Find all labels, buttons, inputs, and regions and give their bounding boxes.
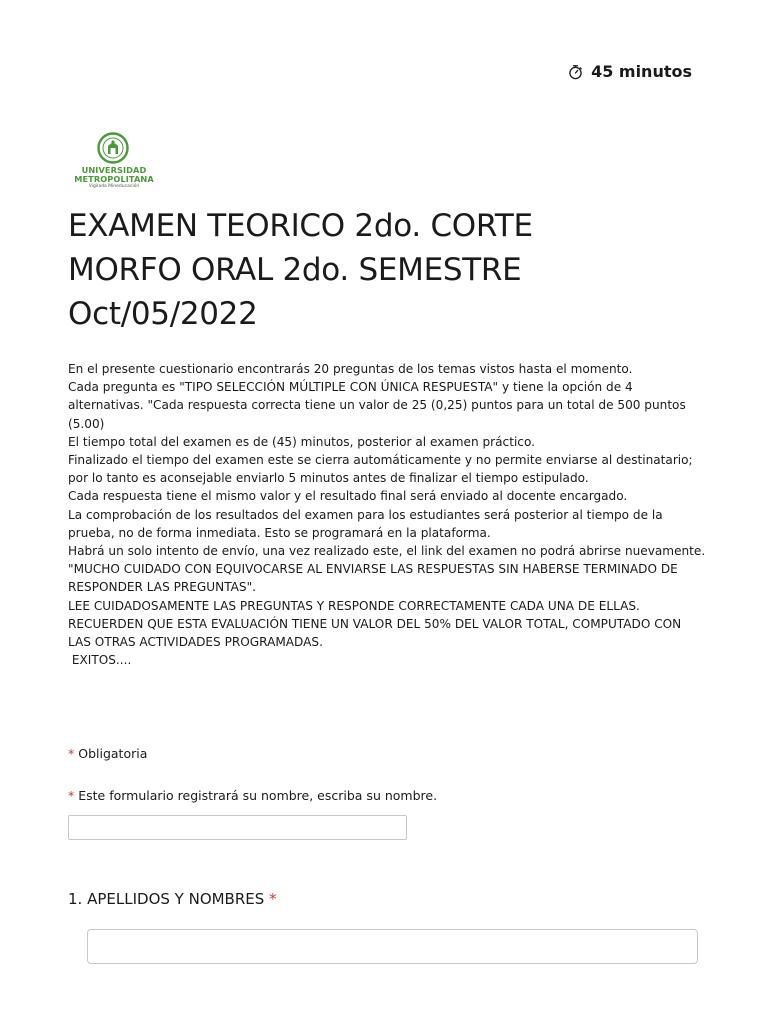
description-line: Finalizado el tiempo del examen este se cierra automáticamente y no permite enviarse al destinatario; — [68, 453, 693, 468]
logo-tagline: Vigilada Mineducación — [88, 184, 140, 189]
description-line: El tiempo total del examen es de (45) minutos, posterior al examen práctico. — [68, 434, 535, 449]
form-title — [68, 204, 708, 336]
description-line: por lo tanto es aconsejable enviarlo 5 minutos antes de finalizar el tiempo estipulado. — [68, 471, 589, 486]
name-notice — [68, 788, 437, 803]
required-asterisk: * — [68, 746, 75, 761]
question-text: APELLIDOS Y NOMBRES — [87, 890, 265, 908]
required-label: Obligatoria — [78, 746, 148, 761]
description-line: Cada pregunta es "TIPO SELECCIÓN MÚLTIPLE CON ÚNICA RESPUESTA" y tiene la opción de 4 — [68, 380, 633, 395]
description-line: Cada respuesta tiene el mismo valor y el resultado final será enviado al docente encargado. — [68, 489, 628, 504]
description-line: Habrá un solo intento de envío, una vez realizado este, el link del examen no podrá abrirse nuevamente. — [68, 544, 706, 559]
description-line: RECUERDEN QUE ESTA EVALUACIÓN TIENE UN VALOR DEL 50% DEL VALOR TOTAL, COMPUTADO CON — [68, 616, 682, 631]
required-asterisk: * — [68, 788, 75, 803]
required-note — [68, 746, 147, 761]
form-title-line: EXAMEN TEORICO 2do. CORTE — [68, 208, 533, 244]
description-line: LAS OTRAS ACTIVIDADES PROGRAMADAS. — [68, 635, 323, 650]
description-line: RESPONDER LAS PREGUNTAS". — [68, 580, 257, 595]
name-notice-text: Este formulario registrará su nombre, escriba su nombre. — [78, 788, 438, 803]
description-line: EXITOS.... — [68, 653, 132, 668]
logo-text-line1: UNIVERSIDAD — [81, 165, 147, 175]
stopwatch-icon — [568, 64, 583, 80]
respondent-name-input[interactable] — [68, 815, 407, 840]
description-line: LEE CUIDADOSAMENTE LAS PREGUNTAS Y RESPONDE CORRECTAMENTE CADA UNA DE ELLAS. — [68, 598, 640, 613]
description-line: prueba, no de forma inmediata. Esto se programará en la plataforma. — [68, 525, 491, 540]
timer — [568, 62, 692, 81]
timer-label: 45 minutos — [591, 62, 692, 81]
question-number: 1. — [68, 890, 83, 908]
question-1-label — [68, 890, 277, 908]
description-line: (5.00) — [68, 416, 105, 431]
description-line: La comprobación de los resultados del examen para los estudiantes será posterior al tiempo de la — [68, 507, 663, 522]
form-title-line: Oct/05/2022 — [68, 296, 258, 332]
university-logo — [68, 130, 160, 192]
description-line: "MUCHO CUIDADO CON EQUIVOCARSE AL ENVIARSE LAS RESPUESTAS SIN HABERSE TERMINADO DE — [68, 562, 678, 577]
form-description — [68, 360, 708, 669]
question-1-answer-input[interactable] — [87, 929, 698, 964]
university-emblem-icon — [96, 132, 130, 164]
description-line: En el presente cuestionario encontrarás 20 preguntas de los temas vistos hasta el momento. — [68, 362, 633, 376]
description-line: alternativas. "Cada respuesta correcta tiene un valor de 25 (0,25) puntos para un total de 500 puntos — [68, 398, 686, 413]
required-asterisk: * — [269, 890, 277, 908]
logo-text-line2: METROPOLITANA — [74, 174, 154, 184]
form-title-line: MORFO ORAL 2do. SEMESTRE — [68, 252, 522, 288]
